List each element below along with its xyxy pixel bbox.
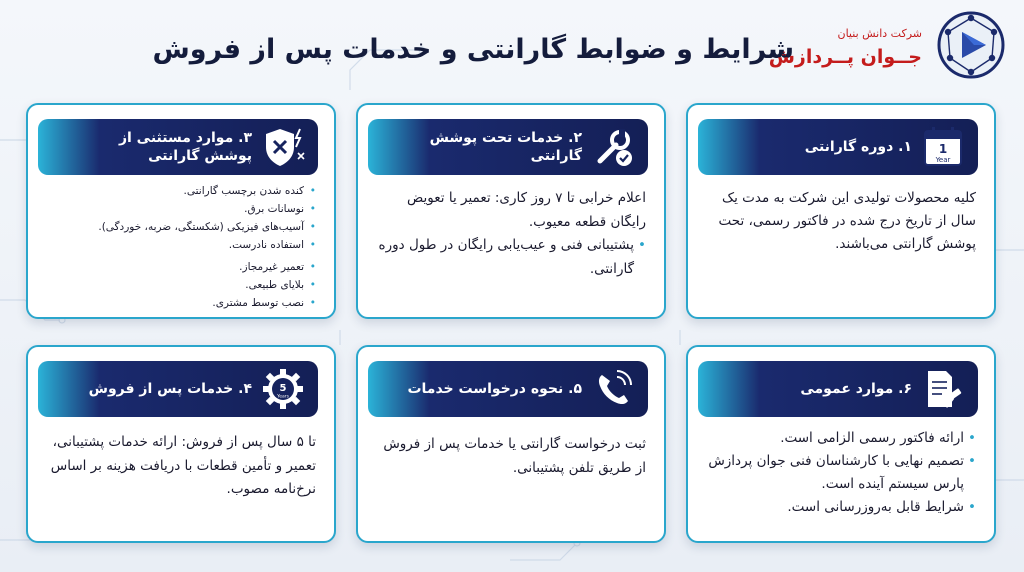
document-gavel-icon <box>920 367 966 411</box>
card-title: ۲. خدمات تحت پوشش گارانتی <box>429 129 582 164</box>
card-title: ۶. موارد عمومی <box>800 380 912 397</box>
card-banner <box>368 361 648 417</box>
calendar-number: 1 <box>938 142 948 156</box>
card-title: ۱. دوره گارانتی <box>804 138 912 155</box>
list-item: • پشتیبانی فنی و عیب‌یابی رایگان در طول دوره گارانتی. <box>376 234 646 281</box>
company-tagline: شرکت دانش بنیان <box>837 27 922 40</box>
calendar-unit: Year <box>935 156 951 164</box>
card-after-sales-services <box>26 345 336 543</box>
card-warranty-period <box>686 103 996 319</box>
list-item: • بلایای طبیعی. <box>46 277 316 295</box>
page-title: شرایط و ضوابط گارانتی و خدمات پس از فروش <box>152 34 794 65</box>
card-title: ۴. خدمات پس از فروش <box>88 380 252 397</box>
card-warranty-exclusions <box>26 103 336 319</box>
card-body <box>706 427 976 519</box>
card-general-terms <box>686 345 996 543</box>
card-title-line-1: ۳. موارد مستثنی از <box>118 129 252 146</box>
card-body: تا ۵ سال پس از فروش: ارائه خدمات پشتیبانی، تعمیر و تأمین قطعات با دریافت هزینه بر اساس نرخ‌نامه مصوب. <box>50 434 316 498</box>
list-item: • شرایط قابل به‌روزرسانی است. <box>706 496 976 519</box>
card-body-lead: اعلام خرابی تا ۷ روز کاری: تعمیر یا تعویض رایگان قطعه معیوب. <box>407 190 646 230</box>
list-item: • تعمیر غیرمجاز. <box>46 259 316 277</box>
list-item: • تصمیم نهایی با کارشناسان فنی جوان پردازش پارس سیستم آینده است. <box>706 450 976 496</box>
company-name: جــوان پــردازش <box>768 46 922 68</box>
card-body <box>376 187 646 282</box>
phone-icon <box>590 367 636 411</box>
header <box>0 0 1024 92</box>
card-title-line-2: پوشش گارانتی <box>148 148 252 164</box>
calendar-1-year-icon <box>920 125 966 169</box>
list-item: • ارائه فاکتور رسمی الزامی است. <box>706 427 976 450</box>
wrench-check-icon <box>590 125 636 169</box>
gear-unit: Years <box>277 394 289 400</box>
card-service-request <box>356 345 666 543</box>
list-item: • آسیب‌های فیزیکی (شکستگی، ضربه، خوردگی). <box>46 219 316 237</box>
card-title <box>50 119 252 175</box>
gear-5-years-icon <box>260 367 306 411</box>
card-body: کلیه محصولات تولیدی این شرکت به مدت یک سال از تاریخ درج شده در فاکتور رسمی، تحت پوشش گارانتی می‌باشند. <box>718 190 976 252</box>
company-logo-icon <box>936 10 1006 80</box>
card-banner <box>38 361 318 417</box>
card-covered-services <box>356 103 666 319</box>
list-item: • استفاده نادرست. <box>46 237 316 255</box>
card-banner <box>698 361 978 417</box>
list-item: • نصب توسط مشتری. <box>46 295 316 313</box>
shield-x-icon <box>260 125 306 169</box>
card-banner <box>38 119 318 175</box>
card-banner <box>698 119 978 175</box>
card-title: ۵. نحوه درخواست خدمات <box>407 380 582 397</box>
card-banner <box>368 119 648 175</box>
card-body: ثبت درخواست گارانتی یا خدمات پس از فروش از طریق تلفن پشتیبانی. <box>383 436 646 476</box>
list-item: • کنده شدن برچسب گارانتی. <box>46 183 316 201</box>
list-item: • نوسانات برق. <box>46 201 316 219</box>
gear-number: 5 <box>279 383 287 394</box>
card-body <box>46 183 316 313</box>
